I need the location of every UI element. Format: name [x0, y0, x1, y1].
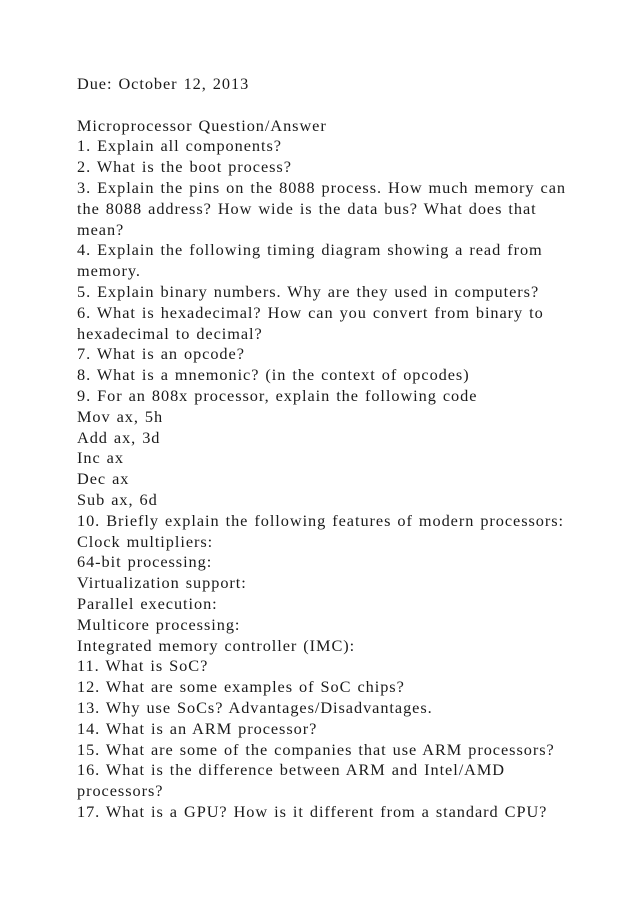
text-line: Parallel execution: — [77, 593, 218, 613]
text-line: 12. What are some examples of SoC chips? — [77, 677, 405, 697]
text-line: 14. What is an ARM processor? — [77, 718, 318, 738]
text-line: 7. What is an opcode? — [77, 344, 245, 364]
due-date: Due: October 12, 2013 — [77, 74, 250, 93]
text-line: processors? — [77, 781, 164, 801]
text-line: 16. What is the difference between ARM and Intel/AMD — [77, 760, 506, 780]
text-line: 1. Explain all components? — [77, 136, 282, 156]
text-line: Integrated memory controller (IMC): — [77, 635, 356, 655]
text-line: the 8088 address? How wide is the data bus? What does that — [77, 198, 537, 218]
text-line: Add ax, 3d — [77, 427, 161, 447]
text-line: Virtualization support: — [77, 573, 247, 593]
document-body — [77, 74, 627, 823]
text-line: 5. Explain binary numbers. Why are they used in computers? — [77, 281, 540, 301]
text-line: 11. What is SoC? — [77, 656, 209, 676]
text-line: Mov ax, 5h — [77, 406, 164, 426]
question-list — [77, 116, 627, 823]
text-line: 15. What are some of the companies that use ARM processors? — [77, 739, 555, 759]
text-line: 2. What is the boot process? — [77, 157, 292, 177]
text-line: 17. What is a GPU? How is it different from a standard CPU? — [77, 801, 548, 821]
text-line: Multicore processing: — [77, 614, 241, 634]
text-line: 6. What is hexadecimal? How can you convert from binary to — [77, 302, 544, 322]
text-line: 10. Briefly explain the following features of modern processors: — [77, 510, 565, 530]
text-line: Inc ax — [77, 448, 124, 468]
text-line: 3. Explain the pins on the 8088 process. How much memory can — [77, 177, 566, 197]
text-line: Sub ax, 6d — [77, 489, 158, 509]
text-line: 4. Explain the following timing diagram showing a read from — [77, 240, 543, 260]
text-line: 8. What is a mnemonic? (in the context of opcodes) — [77, 365, 470, 385]
text-line: memory. — [77, 261, 141, 281]
text-line: Clock multipliers: — [77, 531, 214, 551]
text-line: 64-bit processing: — [77, 552, 213, 572]
text-line: mean? — [77, 219, 125, 239]
blank-line — [77, 95, 627, 116]
text-line: Dec ax — [77, 469, 130, 489]
text-line: Microprocessor Question/Answer — [77, 115, 327, 135]
text-line: 13. Why use SoCs? Advantages/Disadvantages. — [77, 697, 433, 717]
text-line: hexadecimal to decimal? — [77, 323, 263, 343]
text-line: 9. For an 808x processor, explain the following code — [77, 385, 478, 405]
